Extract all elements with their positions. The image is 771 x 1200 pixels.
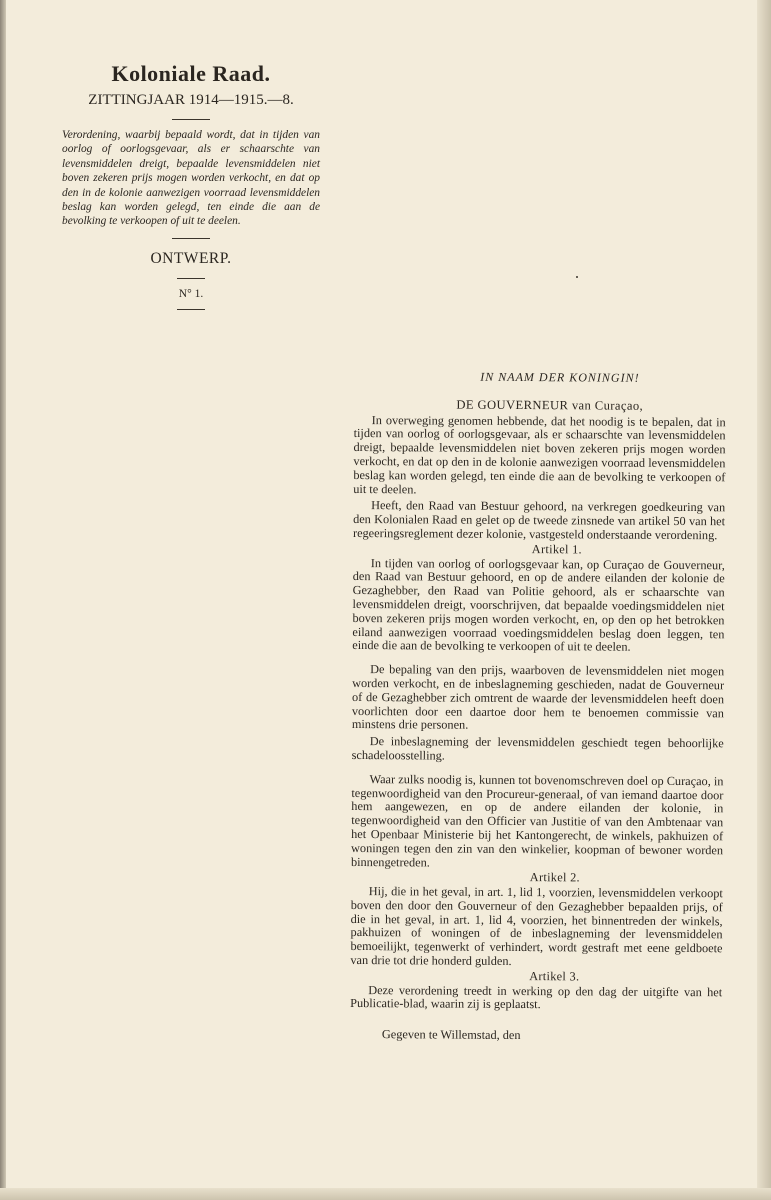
scan-left-edge: [0, 0, 6, 1200]
ordinance-body: [350, 370, 726, 1044]
divider: [172, 119, 210, 120]
divider: [177, 309, 205, 310]
article-paragraph: Waar zulks noodig is, kunnen tot bovenomschreven doel op Curaçao, in tegenwoordigheid van den Procureur-generaal, of van iemand daartoe door hem aangewezen, en op de andere eilanden der kolonie, in tegenwoordigheid van den Officier van Justitie of van den Ambtenaar van het Openbaar Ministerie bij het Kantongerecht, de winkels, pakhuizen of woningen tegen den zin van den winkelier, koopman of bewoner worden binnengetreden.: [350, 771, 724, 869]
article-heading: Artikel 2.: [529, 870, 581, 885]
divider: [172, 238, 210, 239]
article-paragraph: Hij, die in het geval, in art. 1, lid 1, voorzien, levensmiddelen verkoopt boven den door den Gouverneur of den Gezaghebber bepaalden prijs, of die in het geval, in art. 1, lid 4, voorzien, het binnentreden der winkels, pakhuizen of woningen of de inbeslagneming der levensmiddelen bemoeilijkt, tegenwerkt of verhindert, wordt gestraft met eene geldboete van drie tot drie honderd gulden.: [350, 884, 723, 969]
session-year: ZITTINGJAAR 1914—1915.—8.: [88, 92, 294, 108]
preamble-paragraph: In overweging genomen hebbende, dat het noodig is te bepalen, dat in tijden van oorlog of oorlogsgevaar, als er schaarschte van levensmiddelen dreigt, bepaalde levensmiddelen niet boven zekeren prijs mogen worden verkocht, en dat op den in de kolonie aanwezigen voorraad levensmiddelen beslag kan worden gelegd, ten einde die aan de bevolking te verkoopen of uit te deelen.: [353, 412, 726, 496]
preamble-paragraph: Heeft, den Raad van Bestuur gehoord, na verkregen goedkeuring van den Kolonialen Raad en gelet op de tweede zinsnede van artikel 50 van het regeeringsreglement dezer kolonie, vastgesteld onderstaande verordening.: [352, 498, 726, 543]
invocation: IN NAAM DER KONINGIN!: [480, 369, 640, 385]
ordinance-summary: Verordening, waarbij bepaald wordt, dat in tijden van oorlog of oorlogsgevaar, als er schaarschte van levensmiddelen dreigt, bepaalde levensmiddelen niet boven zekeren prijs mogen worden verkocht, en dat op den in de kolonie aanwezigen voorraad levensmiddelen beslag kan worden gelegd, ten einde die aan de bevolking te verkoopen of uit te deelen.: [62, 129, 320, 228]
given-at-line: Gegeven te Willemstad, den: [381, 1027, 521, 1043]
article-paragraph: De bepaling van den prijs, waarboven de levensmiddelen niet mogen worden verkocht, en de inbeslagneming geschieden, nadat de Gouverneur of de Gezaghebber zich omtrent de waarde der levensmiddelen heeft doen voorlichten door een daartoe door hem te benoemen commissie van minstens drie personen.: [351, 662, 725, 733]
ink-speck: [576, 276, 578, 278]
council-title: Koloniale Raad.: [111, 61, 271, 86]
draft-number: N° 1.: [178, 287, 204, 300]
governor-line: DE GOUVERNEUR van Curaçao,: [456, 397, 644, 413]
scan-bottom-edge: [0, 1188, 771, 1200]
divider: [177, 278, 205, 279]
article-paragraph: De inbeslagneming der levensmiddelen geschiedt tegen behoorlijke schadeloosstelling.: [351, 734, 724, 763]
article-heading: Artikel 1.: [531, 541, 583, 557]
document-header-column: [60, 60, 322, 318]
scan-right-edge: [757, 0, 771, 1200]
draft-label: ONTWERP.: [150, 249, 232, 267]
article-paragraph: Deze verordening treedt in werking op den dag der uitgifte van het Publicatie-blad, waarin zij is geplaatst.: [350, 982, 723, 1012]
article-heading: Artikel 3.: [529, 968, 580, 984]
article-paragraph: In tijden van oorlog of oorlogsgevaar kan, op Curaçao de Gouverneur, den Raad van Bestuur gehoord, en op de andere eilanden der kolonie de Gezaghebber, den Raad van Politie gehoord, als er schaarschte van levensmiddelen dreigt, voorschrijven, dat bepaalde voedingsmiddelen niet boven zekeren prijs mogen worden verkocht, en, op den op het betrokken eiland aanwezigen voorraad voedingsmiddelen beslag doen leggen, ten einde die aan de bevolking te verkoopen of uit te deelen.: [352, 555, 725, 655]
